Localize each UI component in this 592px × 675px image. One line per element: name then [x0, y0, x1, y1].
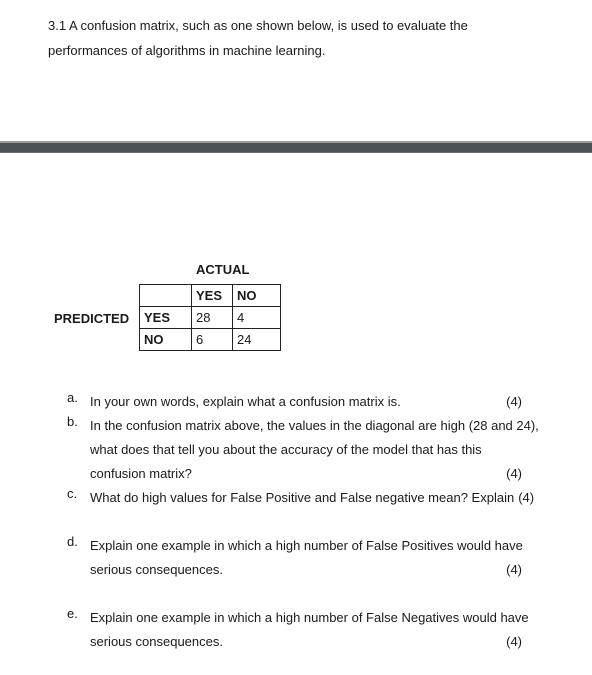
- actual-axis-label: ACTUAL: [196, 262, 250, 277]
- question-text: In the confusion matrix above, the values in the diagonal are high (28 and 24),: [90, 418, 539, 433]
- question-a: [67, 390, 572, 414]
- question-list: [67, 390, 572, 654]
- matrix-row-yes: [140, 307, 281, 329]
- question-letter: e.: [67, 606, 78, 621]
- question-letter: c.: [67, 486, 78, 501]
- question-intro: [48, 13, 568, 63]
- question-d: [67, 534, 572, 582]
- question-c: [67, 486, 572, 510]
- matrix-row-header-no: NO: [140, 329, 192, 351]
- question-text: what does that tell you about the accuracy of the model that has this: [90, 442, 482, 457]
- question-text: In your own words, explain what a confusion matrix is.: [90, 394, 401, 409]
- matrix-col-header-no: NO: [233, 285, 281, 307]
- question-text: Explain one example in which a high number of False Positives would have: [90, 538, 523, 553]
- intro-line-1: 3.1 A confusion matrix, such as one shown below, is used to evaluate the: [48, 18, 468, 33]
- question-text: What do high values for False Positive and False negative mean? Explain: [90, 490, 515, 505]
- matrix-header-row: [140, 285, 281, 307]
- matrix-cell-no-yes: 6: [192, 329, 233, 351]
- predicted-axis-label: PREDICTED: [54, 311, 130, 326]
- question-marks: (4): [518, 490, 535, 505]
- question-e: [67, 606, 572, 654]
- question-marks: (4): [506, 466, 522, 481]
- confusion-matrix-table: [139, 284, 281, 351]
- matrix-row-header-yes: YES: [140, 307, 192, 329]
- question-text: serious consequences.: [90, 634, 223, 649]
- question-b: [67, 414, 572, 486]
- question-marks: (4): [506, 394, 522, 409]
- matrix-row-no: [140, 329, 281, 351]
- matrix-cell-no-no: 24: [233, 329, 281, 351]
- matrix-cell-yes-yes: 28: [192, 307, 233, 329]
- question-letter: d.: [67, 534, 78, 549]
- image-placeholder-bar: [0, 141, 592, 153]
- intro-line-2: performances of algorithms in machine learning.: [48, 43, 326, 58]
- matrix-cell-yes-no: 4: [233, 307, 281, 329]
- question-letter: a.: [67, 390, 78, 405]
- matrix-corner-cell: [140, 285, 192, 307]
- question-text: serious consequences.: [90, 562, 223, 577]
- question-text: confusion matrix?: [90, 466, 192, 481]
- question-text: Explain one example in which a high number of False Negatives would have: [90, 610, 529, 625]
- question-letter: b.: [67, 414, 78, 429]
- question-marks: (4): [506, 634, 522, 649]
- matrix-col-header-yes: YES: [192, 285, 233, 307]
- question-marks: (4): [506, 562, 522, 577]
